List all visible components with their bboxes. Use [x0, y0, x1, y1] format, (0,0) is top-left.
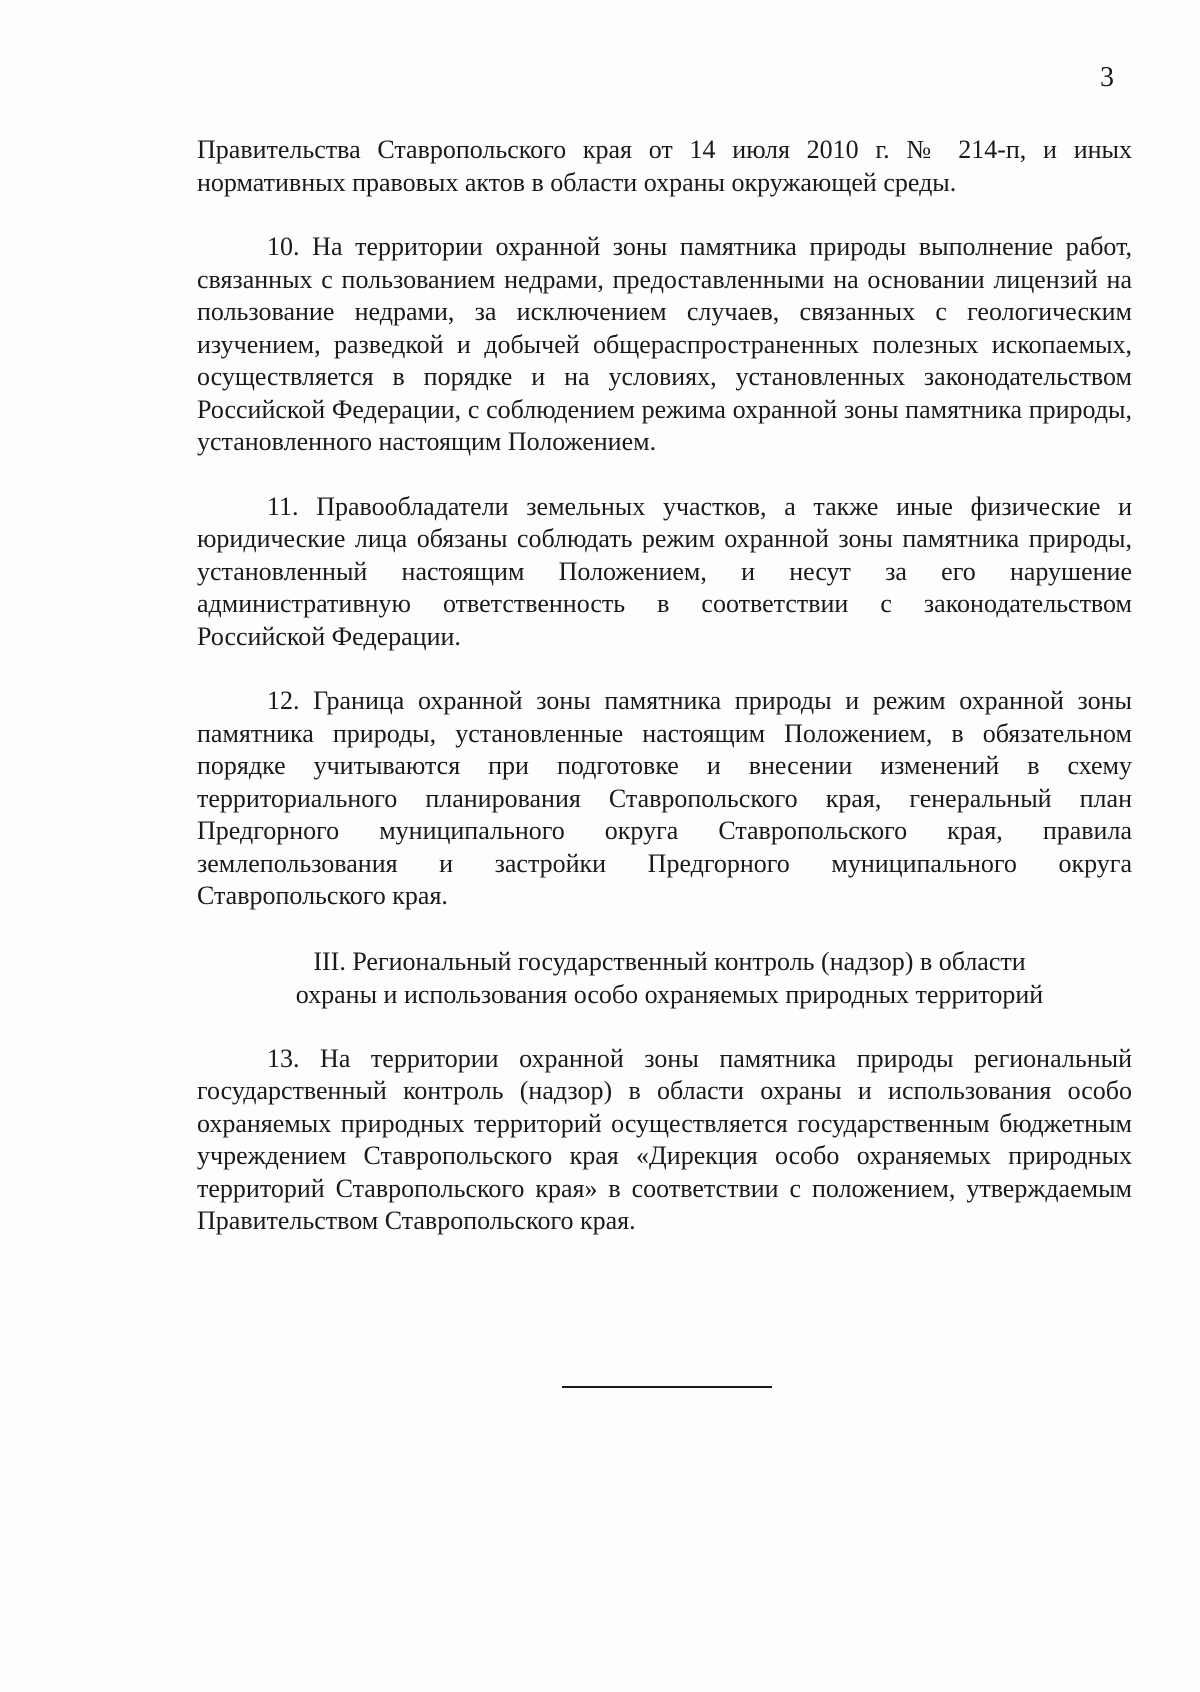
section-heading-line-1: III. Региональный государственный контроль (надзор) в области	[313, 946, 1026, 976]
paragraph-10: 10. На территории охранной зоны памятника природы выполнение работ, связанных с пользованием недрами, предоставленными на основании лицензий на пользование недрами, за исключением случаев, связанных с геологическим изучением, разведкой и добычей общераспространенных полезных ископаемых, осуществляется в порядке и на условиях, установленных законодательством Российской Федерации, с соблюдением режима охранной зоны памятника природы, установленного настоящим Положением.	[197, 232, 1132, 456]
page-number: 3	[1100, 62, 1114, 93]
intro-paragraph: Правительства Ставропольского края от 14 июля 2010 г. № 214-п, и иных нормативных правовых актов в области охраны окружающей среды.	[197, 135, 1132, 197]
end-of-document-rule	[562, 1386, 772, 1388]
section-heading-line-2: охраны и использования особо охраняемых природных территорий	[295, 979, 1044, 1009]
document-body	[197, 134, 1132, 1238]
paragraph-13: 13. На территории охранной зоны памятника природы региональный государственный контроль (надзор) в области охраны и использования особо охраняемых природных территорий осуществляется государственным бюджетным учреждением Ставропольского края «Дирекция особо охраняемых природных территорий Ставропольского края» в соответствии с положением, утверждаемым Правительством Ставропольского края.	[197, 1043, 1132, 1235]
section-heading	[197, 945, 1132, 1011]
paragraph-11: 11. Правообладатели земельных участков, а также иные физические и юридические лица обязаны соблюдать режим охранной зоны памятника природы, установленный настоящим Положением, и несут за его нарушение административную ответственность в соответствии с законодательством Российской Федерации.	[197, 491, 1132, 651]
paragraph-12: 12. Граница охранной зоны памятника природы и режим охранной зоны памятника природы, установленные настоящим Положением, в обязательном порядке учитываются при подготовке и внесении изменений в схему территориального планирования Ставропольского края, генеральный план Предгорного муниципального округа Ставропольского края, правила землепользования и застройки Предгорного муниципального округа Ставропольского края.	[197, 686, 1132, 910]
